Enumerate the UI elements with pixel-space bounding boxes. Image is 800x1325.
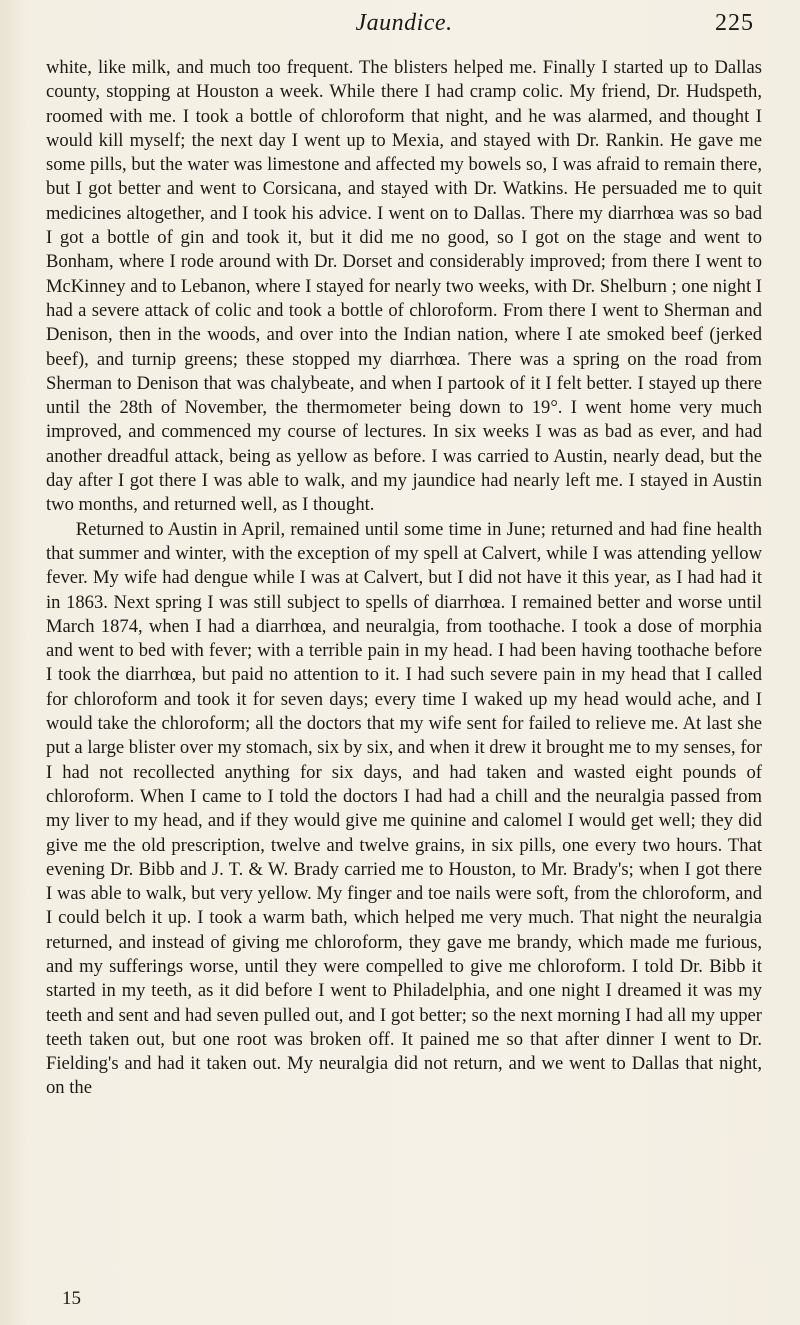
paragraph: white, like milk, and much too frequent. The blisters helped me. Finally I started up to Dallas county, stopping at Houston a week. While there I had cramp colic. My friend, Dr. Hudspeth, roomed with me. I took a bottle of chloroform that night, and he was alarmed, and thought I would kill myself; the next day I went up to Mexia, and stayed with Dr. Rankin. He gave me some pills, but the water was limestone and affected my bowels so, I was afraid to remain there, but I got better and went to Corsicana, and stayed with Dr. Watkins. He persuaded me to quit medicines altogether, and I took his advice. I went on to Dallas. There my diarrhœa was so bad I got a bottle of gin and took it, but it did me no good, so I got on the stage and went to Bonham, where I rode around with Dr. Dorset and considerably improved; from there I went to McKinney and to Lebanon, where I stayed for nearly two weeks, with Dr. Shelburn ; one night I had a severe attack of colic and took a bottle of chloroform. From there I went to Sherman and Denison, then in the woods, and over into the Indian nation, where I ate smoked beef (jerked beef), and turnip greens; these stopped my diarrhœa. There was a spring on the road from Sherman to Denison that was chalybeate, and when I partook of it I felt better. I stayed up there until the 28th of November, the thermometer being down to 19°. I went home very much improved, and commenced my course of lectures. In six weeks I was as bad as ever, and had another dreadful attack, being as yellow as before. I was carried to Austin, nearly dead, but the day after I got there I was able to walk, and my jaundice had nearly left me. I stayed in Austin two months, and returned well, as I thought. — [46, 57, 762, 516]
paragraph: Returned to Austin in April, remained until some time in June; returned and had fine health that summer and winter, with the exception of my spell at Calvert, while I was attending yellow fever. My wife had dengue while I was at Calvert, but I did not have it this year, as I had had it in 1863. Next spring I was still subject to spells of diarrhœa. I remained better and worse until March 1874, when I had a diarrhœa, and neuralgia, from toothache. I took a dose of morphia and went to bed with fever; with a terrible pain in my head. I had been having toothache before I took the diarrhœa, but paid no attention to it. I had such severe pain in my head that I called for chloroform and took it for seven days; every time I waked up my head would ache, and I would take the chloroform; all the doctors that my wife sent for failed to relieve me. At last she put a large blister over my stomach, six by six, and when it drew it brought me to my senses, for I had not recollected anything for six days, and had taken and wasted eight pounds of chloroform. When I came to I told the doctors I had had a chill and the neuralgia passed from my liver to my head, and if they would give me quinine and calomel I would get well; they did give me the old prescription, twelve and twelve grains, in six pills, one every two hours. That evening Dr. Bibb and J. T. & W. Brady carried me to Houston, to Mr. Brady's; when I got there I was able to walk, but very yellow. My finger and toe nails were soft, from the chloroform, and I could belch it up. I took a warm bath, which helped me very much. That night the neuralgia returned, and instead of giving me chloroform, they gave me brandy, which made me furious, and my sufferings worse, until they were compelled to give me chloroform. I told Dr. Bibb it started in my teeth, as it did before I went to Philadelphia, and one night I dreamed it was my teeth and sent and had seven pulled out, and I got better; so the next morning I had all my upper teeth taken out, but one root was broken off. It pained me so that after dinner I went to Dr. Fielding's and had it taken out. My neuralgia did not return, and we went to Dallas that night, on the — [46, 518, 762, 1099]
body-text — [46, 56, 762, 1101]
signature-mark: 15 — [62, 1288, 81, 1309]
running-title: Jaundice. — [355, 10, 453, 36]
page-number: 225 — [715, 10, 754, 36]
page-header — [46, 0, 762, 56]
